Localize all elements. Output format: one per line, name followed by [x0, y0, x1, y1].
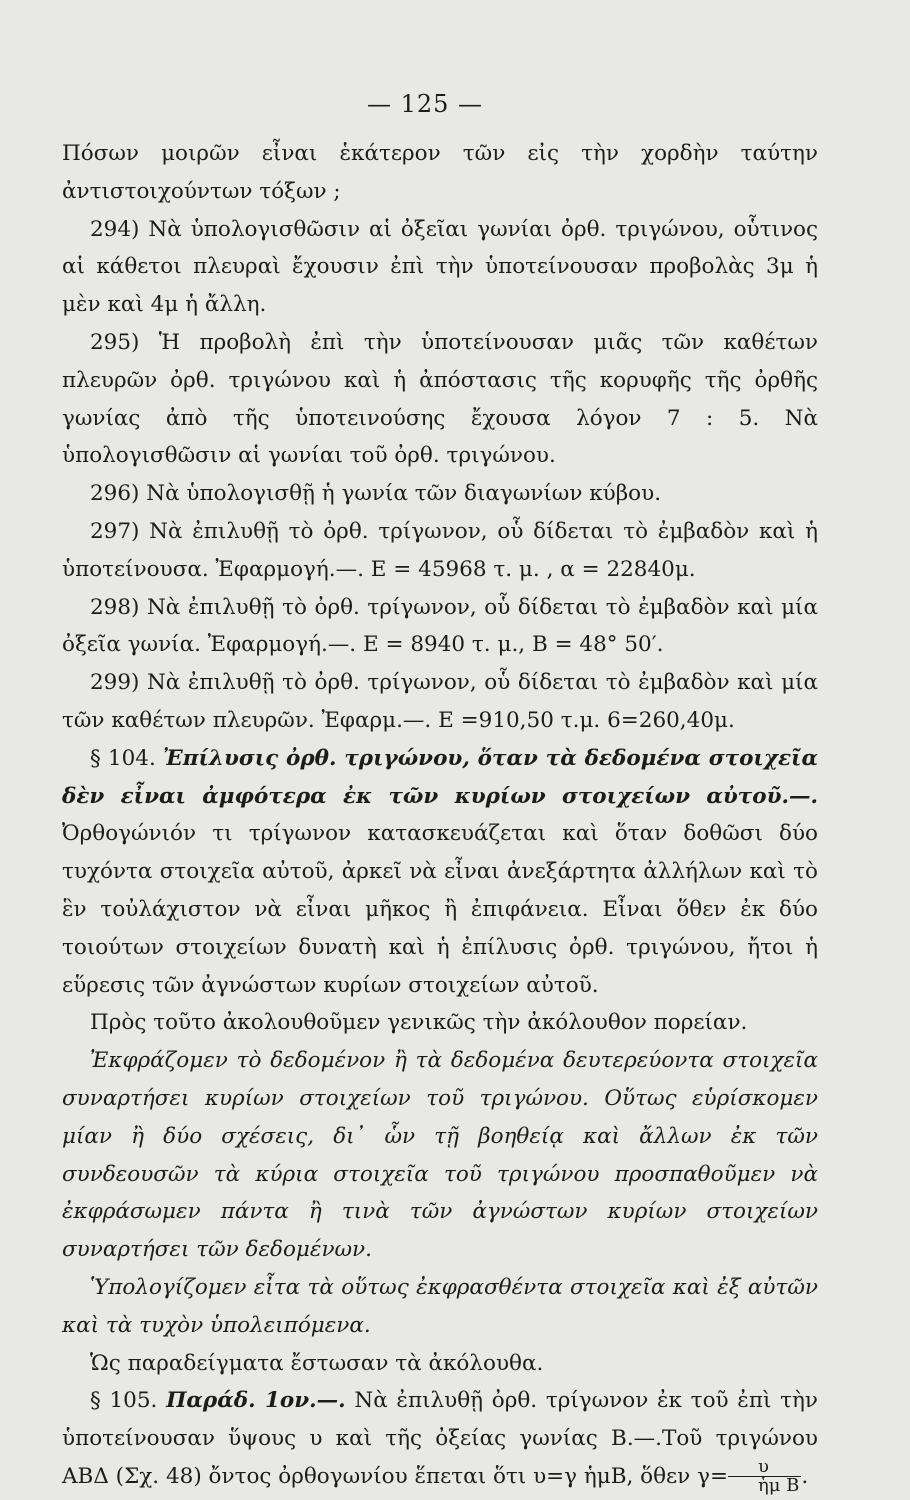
exercise-295: 295) Ἡ προβολὴ ἐπὶ τὴν ὑποτείνουσαν μιᾶς τῶν καθέτων πλευρῶν ὀρθ. τριγώνου καὶ ἡ ἀπόστασις τῆς κορυφῆς τῆς ὀρθῆς γωνίας ἀπὸ τῆς ὑποτεινούσης ἔχουσα λόγον 7 : 5. Νὰ ὑπολογισθῶσιν αἱ γωνίαι τοῦ ὀρθ. τριγώνου. — [62, 329, 818, 469]
section-104-body: Ὀρθογώνιόν τι τρίγωνον κατασκευάζεται καὶ ὅταν δοθῶσι δύο τυχόντα στοιχεῖα αὐτοῦ, ἀρκεῖ νὰ εἶναι ἀνεξάρτητα ἀλλήλων καὶ τὸ ἓν τοὐλάχιστον νὰ εἶναι μῆκος ἢ ἐπιφάνεια. Εἶναι ὅθεν ἐκ δύο τοιούτων στοιχείων δυνατὴ καὶ ἡ ἐπίλυσις ὀρθ. τριγώνου, ἤτοι ἡ εὕρεσις τῶν ἀγνώστων κυρίων στοιχείων αὐτοῦ. — [62, 821, 818, 998]
section-105-end: . — [801, 1463, 809, 1489]
paragraph-examples: Ὡς παραδείγματα ἔστωσαν τὰ ἀκόλουθα. — [90, 1350, 544, 1376]
fraction-denominator: ἡμ Β — [757, 1475, 800, 1497]
section-104 — [62, 740, 818, 1005]
paragraph-express: Ἐκφράζομεν τὸ δεδομένον ἢ τὰ δεδομένα δευτερεύοντα στοιχεῖα συναρτήσει κυρίων στοιχείων τοῦ τριγώνου. Οὕτως εὑρίσκομεν μίαν ἢ δύο σχέσεις, δι᾽ ὧν τῇ βοηθείᾳ καὶ ἄλλων ἐκ τῶν συνδεουσῶν τὰ κύρια στοιχεῖα τοῦ τριγώνου προσπαθοῦμεν νὰ ἐκφράσωμεν πάντα ἢ τινὰ τῶν ἀγνώστων κυρίων στοιχείων συναρτήσει τῶν δεδομένων. — [62, 1048, 818, 1263]
paragraph-question: Πόσων μοιρῶν εἶναι ἑκάτερον τῶν εἰς τὴν χορδὴν ταύτην ἀντιστοιχούντων τόξων ; — [62, 141, 818, 204]
page-number: — 125 — — [366, 90, 484, 118]
page-text — [62, 135, 818, 1496]
section-105-body: Νὰ ἐπιλυθῇ ὀρθ. τρίγωνον ἐκ τοῦ ἐπὶ τὴν ὑποτείνουσαν ὕψους υ καὶ τῆς ὀξείας γωνίας Β.—.Τοῦ τριγώνου ΑΒΔ (Σχ. 48) ὄντος ὀρθογωνίου ἕπεται ὅτι υ=γ ἡμΒ, ὅθεν γ= — [62, 1388, 818, 1489]
exercise-297: 297) Νὰ ἐπιλυθῇ τὸ ὀρθ. τρίγωνον, οὗ δίδεται τὸ ἐμβαδὸν καὶ ἡ ὑποτείνουσα. Ἐφαρμογή.—. Ε = 45968 τ. μ. , α = 22840μ. — [62, 518, 818, 582]
fraction-gamma — [728, 1458, 801, 1495]
paragraph-procedure: Πρὸς τοῦτο ἀκολουθοῦμεν γενικῶς τὴν ἀκόλουθον πορείαν. — [90, 1010, 748, 1036]
section-105-number: § 105. — [90, 1388, 158, 1414]
fraction-numerator: υ — [728, 1458, 801, 1477]
exercise-299: 299) Νὰ ἐπιλυθῇ τὸ ὀρθ. τρίγωνον, οὗ δίδεται τὸ ἐμβαδὸν καὶ μία τῶν καθέτων πλευρῶν. Ἐφαρμ.—. Ε =910,50 τ.μ. 6=260,40μ. — [62, 670, 818, 733]
paragraph-compute: Ὑπολογίζομεν εἶτα τὰ οὕτως ἐκφρασθέντα στοιχεῖα καὶ ἐξ αὐτῶν καὶ τὰ τυχὸν ὑπολειπόμενα. — [62, 1274, 818, 1338]
section-104-heading: Ἐπίλυσις ὀρθ. τριγώνου, ὅταν τὰ δεδομένα στοιχεῖα δὲν εἶναι ἀμφότερα ἐκ τῶν κυρίων στοιχείων αὐτοῦ.—. — [62, 745, 818, 809]
section-105-heading: Παράδ. 1ον.—. — [166, 1388, 346, 1414]
exercise-298: 298) Νὰ ἐπιλυθῇ τὸ ὀρθ. τρίγωνον, οὗ δίδεται τὸ ἐμβαδὸν καὶ μία ὀξεῖα γωνία. Ἐφαρμογή.—. Ε = 8940 τ. μ., Β = 48° 50′. — [62, 594, 818, 658]
exercise-294: 294) Νὰ ὑπολογισθῶσιν αἱ ὀξεῖαι γωνίαι ὀρθ. τριγώνου, οὗτινος αἱ κάθετοι πλευραὶ ἔχουσιν ἐπὶ τὴν ὑποτείνουσαν προβολὰς 3μ ἡ μὲν καὶ 4μ ἡ ἄλλη. — [62, 216, 818, 318]
exercise-296: 296) Νὰ ὑπολογισθῇ ἡ γωνία τῶν διαγωνίων κύβου. — [90, 481, 662, 507]
section-105 — [62, 1382, 818, 1495]
section-104-number: § 104. — [90, 745, 156, 771]
